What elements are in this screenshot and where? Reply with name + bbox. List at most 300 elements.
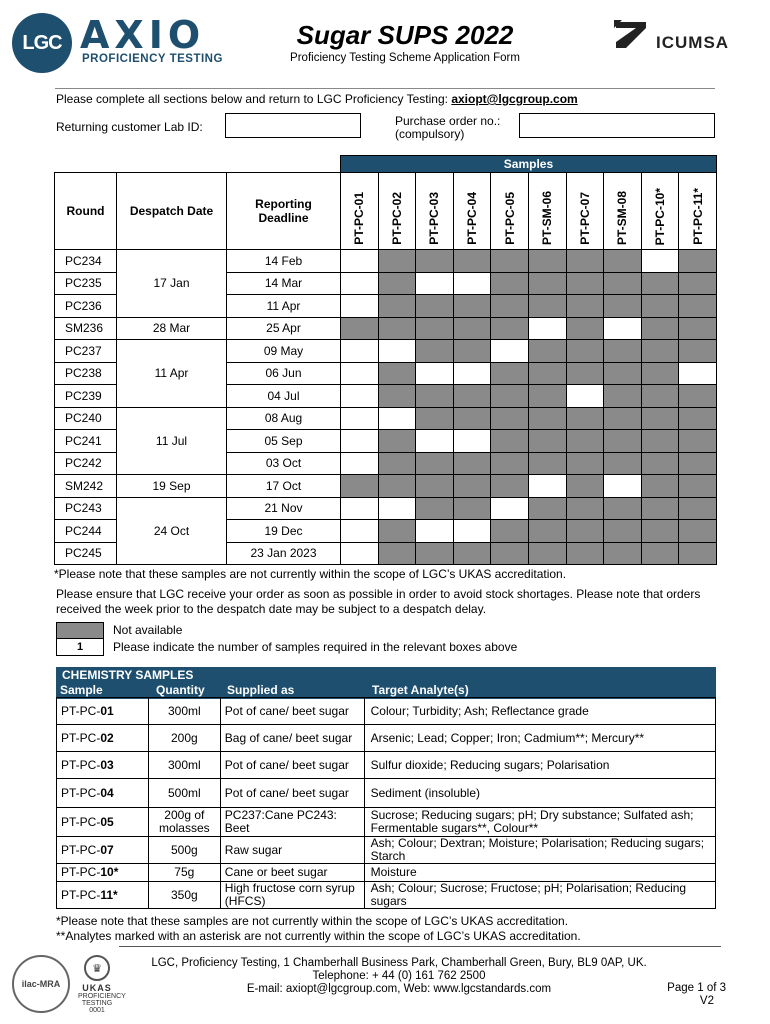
round-cell: PC244	[55, 520, 117, 543]
icumsa-logo-icon	[614, 20, 648, 50]
not-available-cell	[491, 430, 529, 453]
not-available-cell	[679, 542, 717, 565]
legend-indicate-label: Please indicate the number of samples required in the relevant boxes above	[113, 640, 518, 654]
sample-prefix: PT-PC-	[61, 730, 101, 745]
not-available-cell	[453, 250, 491, 273]
legend-not-available-swatch	[56, 622, 104, 639]
axio-logo: AXIO	[80, 13, 206, 57]
not-available-cell	[679, 430, 717, 453]
not-available-cell	[528, 542, 566, 565]
not-available-cell	[491, 520, 529, 543]
chemistry-table	[56, 697, 716, 909]
quantity-input-cell[interactable]	[341, 430, 379, 453]
footer-telephone: Telephone: + 44 (0) 161 762 2500	[312, 970, 486, 982]
chem-sample-cell	[57, 698, 149, 725]
chem-target-cell: Ash; Colour; Sucrose; Fructose; pH; Polarisation; Reducing sugars	[364, 882, 715, 909]
version-label: V2	[699, 995, 714, 1007]
chem-target-cell: Ash; Colour; Dextran; Moisture; Polarisation; Reducing sugars; Starch	[364, 837, 715, 864]
not-available-cell	[453, 317, 491, 340]
chem-target-cell: Moisture	[364, 864, 715, 882]
axio-tagline: PROFICIENCY TESTING	[82, 53, 223, 65]
chem-row	[57, 808, 716, 837]
not-available-cell	[416, 317, 454, 340]
col-sample-5	[528, 173, 566, 250]
chem-supplied-cell: High fructose corn syrup (HFCS)	[220, 882, 364, 909]
not-available-cell	[566, 272, 604, 295]
sample-prefix: PT-PC-	[61, 703, 101, 718]
quantity-input-cell[interactable]	[416, 430, 454, 453]
col-despatch-date: Despatch Date	[117, 173, 227, 250]
deadline-cell: 08 Aug	[227, 407, 341, 430]
not-available-cell	[604, 497, 642, 520]
chem-sample-cell	[57, 779, 149, 808]
not-available-cell	[416, 340, 454, 363]
not-available-cell	[566, 317, 604, 340]
chem-supplied-cell: Pot of cane/ beet sugar	[220, 698, 364, 725]
not-available-cell	[453, 340, 491, 363]
quantity-input-cell[interactable]	[416, 520, 454, 543]
sample-code-label: PT-SM-06	[540, 190, 555, 245]
not-available-cell	[528, 340, 566, 363]
chem-row	[57, 779, 716, 808]
deadline-cell: 05 Sep	[227, 430, 341, 453]
col-sample-8	[641, 173, 679, 250]
not-available-cell	[341, 475, 379, 498]
not-available-cell	[491, 362, 529, 385]
page-subtitle: Proficiency Testing Scheme Application Form	[290, 52, 520, 64]
deadline-cell: 23 Jan 2023	[227, 542, 341, 565]
not-available-cell	[641, 340, 679, 363]
not-available-cell	[528, 295, 566, 318]
not-available-cell	[491, 542, 529, 565]
not-available-cell	[416, 250, 454, 273]
chem-target-cell: Colour; Turbidity; Ash; Reflectance grade	[364, 698, 715, 725]
not-available-cell	[641, 475, 679, 498]
not-available-cell	[641, 407, 679, 430]
not-available-cell	[528, 362, 566, 385]
po-label-line1: Purchase order no.:	[395, 114, 501, 128]
deadline-cell: 09 May	[227, 340, 341, 363]
not-available-cell	[378, 362, 416, 385]
not-available-cell	[378, 272, 416, 295]
chem-col-quantity: Quantity	[156, 683, 205, 697]
not-available-cell	[679, 385, 717, 408]
quantity-input-cell[interactable]	[378, 497, 416, 520]
not-available-cell	[641, 520, 679, 543]
ukas-scope-note-2: *Please note that these samples are not currently within the scope of LGC’s UKAS accreditation.	[56, 914, 569, 928]
chem-quantity-cell: 500ml	[148, 779, 220, 808]
chem-row	[57, 725, 716, 752]
not-available-cell	[679, 317, 717, 340]
chem-quantity-cell: 300ml	[148, 698, 220, 725]
not-available-cell	[566, 407, 604, 430]
table-row	[55, 475, 717, 498]
chem-row	[57, 864, 716, 882]
quantity-input-cell[interactable]	[341, 272, 379, 295]
quantity-input-cell[interactable]	[491, 497, 529, 520]
quantity-input-cell[interactable]	[416, 272, 454, 295]
round-cell: PC234	[55, 250, 117, 273]
not-available-cell	[679, 407, 717, 430]
chem-quantity-cell: 300ml	[148, 752, 220, 779]
sample-code-label: PT-PC-11*	[690, 188, 705, 245]
not-available-cell	[453, 497, 491, 520]
ukas-sub: PROFICIENCY TESTING	[78, 993, 126, 1007]
crown-icon: ♛	[84, 955, 110, 981]
not-available-cell	[378, 542, 416, 565]
chem-target-cell: Arsenic; Lead; Copper; Iron; Cadmium**; Mercury**	[364, 725, 715, 752]
chem-row	[57, 882, 716, 909]
sample-number: 04	[100, 785, 114, 800]
round-cell: SM236	[55, 317, 117, 340]
chem-col-target: Target Analyte(s)	[372, 683, 469, 697]
table-row	[55, 497, 717, 520]
not-available-cell	[679, 497, 717, 520]
despatch-date-cell: 17 Jan	[117, 250, 227, 318]
not-available-cell	[528, 452, 566, 475]
not-available-cell	[604, 385, 642, 408]
quantity-input-cell[interactable]	[341, 250, 379, 273]
not-available-cell	[604, 407, 642, 430]
chem-col-supplied: Supplied as	[227, 683, 295, 697]
quantity-input-cell[interactable]	[341, 385, 379, 408]
col-round: Round	[55, 173, 117, 250]
quantity-input-cell[interactable]	[341, 407, 379, 430]
not-available-cell	[566, 430, 604, 453]
deadline-cell: 03 Oct	[227, 452, 341, 475]
footer-contact: E-mail: axiopt@lgcgroup.com, Web: www.lgcstandards.com	[246, 983, 552, 995]
not-available-cell	[604, 520, 642, 543]
not-available-cell	[679, 340, 717, 363]
chemistry-banner	[56, 667, 716, 699]
deadline-cell: 14 Feb	[227, 250, 341, 273]
samples-table	[54, 155, 717, 565]
round-cell: PC245	[55, 542, 117, 565]
not-available-cell	[453, 385, 491, 408]
chem-sample-cell	[57, 725, 149, 752]
chem-sample-cell	[57, 752, 149, 779]
sample-number: 03	[100, 757, 114, 772]
sample-code-label: PT-PC-07	[577, 192, 592, 245]
not-available-cell	[528, 250, 566, 273]
not-available-cell	[416, 385, 454, 408]
lab-id-field[interactable]	[225, 113, 361, 138]
col-sample-9	[679, 173, 717, 250]
not-available-cell	[679, 295, 717, 318]
footer-divider	[119, 946, 721, 947]
not-available-cell	[416, 407, 454, 430]
despatch-date-cell: 11 Apr	[117, 340, 227, 408]
sample-code-label: PT-PC-01	[352, 192, 367, 245]
not-available-cell	[679, 452, 717, 475]
table-row	[55, 340, 717, 363]
ukas-scope-note: *Please note that these samples are not currently within the scope of LGC’s UKAS accreditation.	[54, 567, 567, 581]
quantity-input-cell[interactable]	[604, 317, 642, 340]
not-available-cell	[491, 272, 529, 295]
chem-quantity-cell: 500g	[148, 837, 220, 864]
not-available-cell	[604, 295, 642, 318]
quantity-input-cell[interactable]	[453, 520, 491, 543]
chem-supplied-cell: Pot of cane/ beet sugar	[220, 752, 364, 779]
purchase-order-field[interactable]	[519, 113, 715, 138]
not-available-cell	[491, 295, 529, 318]
not-available-cell	[453, 295, 491, 318]
col-sample-7	[604, 173, 642, 250]
contact-email-link[interactable]: axiopt@lgcgroup.com	[451, 92, 578, 106]
sample-code-label: PT-SM-08	[615, 190, 630, 245]
chem-target-cell: Sulfur dioxide; Reducing sugars; Polarisation	[364, 752, 715, 779]
sample-prefix: PT-PC-	[61, 757, 101, 772]
legend-not-available-label: Not available	[113, 623, 183, 637]
table-row	[55, 407, 717, 430]
footer-address: LGC, Proficiency Testing, 1 Chamberhall Business Park, Chamberhall Green, Bury, BL9 0AP, UK.	[151, 957, 647, 969]
not-available-cell	[566, 497, 604, 520]
not-available-cell	[378, 250, 416, 273]
chem-target-cell: Sucrose; Reducing sugars; pH; Dry substance; Sulfated ash; Fermentable sugars**, Colour**	[364, 808, 715, 837]
not-available-cell	[679, 520, 717, 543]
not-available-cell	[453, 407, 491, 430]
deadline-cell: 25 Apr	[227, 317, 341, 340]
not-available-cell	[491, 317, 529, 340]
sample-code-label: PT-PC-03	[427, 192, 442, 245]
not-available-cell	[566, 340, 604, 363]
quantity-input-cell[interactable]	[341, 542, 379, 565]
sample-number: 10*	[100, 865, 119, 879]
not-available-cell	[491, 385, 529, 408]
not-available-cell	[604, 452, 642, 475]
ilac-mra-logo: ilac-MRA	[12, 955, 70, 1013]
deadline-cell: 04 Jul	[227, 385, 341, 408]
chem-row	[57, 837, 716, 864]
quantity-input-cell[interactable]	[341, 295, 379, 318]
not-available-cell	[566, 295, 604, 318]
chem-quantity-cell: 75g	[148, 864, 220, 882]
not-available-cell	[641, 452, 679, 475]
col-sample-6	[566, 173, 604, 250]
not-available-cell	[378, 452, 416, 475]
despatch-date-cell: 11 Jul	[117, 407, 227, 475]
sample-number: 01	[100, 703, 114, 718]
not-available-cell	[641, 295, 679, 318]
analyte-scope-note: **Analytes marked with an asterisk are not currently within the scope of LGC’s UKAS accreditation.	[56, 929, 581, 943]
not-available-cell	[528, 272, 566, 295]
icumsa-logo: ICUMSA	[656, 33, 730, 52]
not-available-cell	[528, 520, 566, 543]
sample-code-label: PT-PC-02	[389, 192, 404, 245]
round-cell: PC243	[55, 497, 117, 520]
round-cell: PC238	[55, 362, 117, 385]
chem-quantity-cell: 350g	[148, 882, 220, 909]
quantity-input-cell[interactable]	[341, 340, 379, 363]
quantity-input-cell[interactable]	[528, 317, 566, 340]
ukas-name: UKAS	[82, 983, 112, 993]
instruction-label: Please complete all sections below and return to LGC Proficiency Testing:	[56, 92, 452, 106]
chemistry-title: CHEMISTRY SAMPLES	[62, 668, 194, 682]
round-cell: PC236	[55, 295, 117, 318]
not-available-cell	[416, 295, 454, 318]
ukas-num: 0001	[89, 1007, 105, 1014]
not-available-cell	[566, 520, 604, 543]
samples-banner: Samples	[341, 156, 717, 173]
not-available-cell	[641, 430, 679, 453]
chem-sample-cell	[57, 882, 149, 909]
chem-supplied-cell: Pot of cane/ beet sugar	[220, 779, 364, 808]
table-spacer	[55, 156, 341, 173]
col-sample-1	[378, 173, 416, 250]
round-cell: PC242	[55, 452, 117, 475]
quantity-input-cell[interactable]	[453, 362, 491, 385]
sample-code-label: PT-PC-05	[502, 192, 517, 245]
quantity-input-cell[interactable]	[416, 362, 454, 385]
quantity-input-cell[interactable]	[341, 362, 379, 385]
deadline-cell: 06 Jun	[227, 362, 341, 385]
not-available-cell	[416, 452, 454, 475]
not-available-cell	[491, 407, 529, 430]
round-cell: SM242	[55, 475, 117, 498]
sample-code-label: PT-PC-04	[465, 192, 480, 245]
quantity-input-cell[interactable]	[341, 520, 379, 543]
not-available-cell	[491, 250, 529, 273]
not-available-cell	[641, 497, 679, 520]
not-available-cell	[604, 542, 642, 565]
chem-sample-cell	[57, 837, 149, 864]
chem-supplied-cell: Raw sugar	[220, 837, 364, 864]
not-available-cell	[566, 542, 604, 565]
not-available-cell	[679, 250, 717, 273]
col-sample-2	[416, 173, 454, 250]
header-divider	[55, 88, 715, 89]
not-available-cell	[378, 475, 416, 498]
not-available-cell	[378, 385, 416, 408]
not-available-cell	[641, 272, 679, 295]
not-available-cell	[566, 362, 604, 385]
not-available-cell	[528, 407, 566, 430]
not-available-cell	[341, 317, 379, 340]
chem-row	[57, 752, 716, 779]
round-cell: PC239	[55, 385, 117, 408]
not-available-cell	[416, 542, 454, 565]
deadline-cell: 19 Dec	[227, 520, 341, 543]
quantity-input-cell[interactable]	[341, 452, 379, 475]
chem-supplied-cell: Cane or beet sugar	[220, 864, 364, 882]
deadline-cell: 11 Apr	[227, 295, 341, 318]
chem-supplied-cell: Bag of cane/ beet sugar	[220, 725, 364, 752]
round-cell: PC240	[55, 407, 117, 430]
not-available-cell	[491, 475, 529, 498]
not-available-cell	[641, 317, 679, 340]
sample-number: 07	[100, 842, 114, 857]
po-label-line2: (compulsory)	[395, 127, 465, 141]
chem-quantity-cell: 200g of molasses	[148, 808, 220, 837]
chem-supplied-cell: PC237:Cane PC243: Beet	[220, 808, 364, 837]
not-available-cell	[416, 497, 454, 520]
not-available-cell	[679, 272, 717, 295]
sample-code-label: PT-PC-10*	[653, 187, 668, 245]
order-timing-note: Please ensure that LGC receive your order as soon as possible in order to avoid stock shortages. Please note that orders received the week prior to the despatch date may be subject to a despatch delay.	[56, 587, 701, 616]
not-available-cell	[604, 340, 642, 363]
quantity-input-cell[interactable]	[528, 475, 566, 498]
quantity-input-cell[interactable]	[378, 407, 416, 430]
not-available-cell	[604, 362, 642, 385]
quantity-input-cell[interactable]	[453, 430, 491, 453]
not-available-cell	[378, 295, 416, 318]
not-available-cell	[378, 430, 416, 453]
not-available-cell	[566, 475, 604, 498]
not-available-cell	[453, 542, 491, 565]
chem-row	[57, 698, 716, 725]
chem-target-cell: Sediment (insoluble)	[364, 779, 715, 808]
not-available-cell	[566, 250, 604, 273]
sample-number: 02	[100, 730, 114, 745]
not-available-cell	[416, 475, 454, 498]
not-available-cell	[641, 362, 679, 385]
sample-number: 11*	[100, 887, 118, 902]
despatch-date-cell: 28 Mar	[117, 317, 227, 340]
not-available-cell	[453, 475, 491, 498]
not-available-cell	[566, 452, 604, 475]
sample-number: 05	[100, 814, 114, 829]
quantity-input-cell[interactable]	[566, 385, 604, 408]
instruction-text	[56, 92, 578, 106]
quantity-input-cell[interactable]	[679, 362, 717, 385]
col-reporting-deadline: Reporting Deadline	[227, 173, 341, 250]
col-sample-0	[341, 173, 379, 250]
chem-sample-cell	[57, 808, 149, 837]
sample-prefix: PT-PC-	[61, 785, 101, 800]
deadline-cell: 14 Mar	[227, 272, 341, 295]
legend-quantity-example: 1	[56, 638, 104, 656]
col-sample-4	[491, 173, 529, 250]
not-available-cell	[528, 497, 566, 520]
sample-prefix: PT-PC-	[61, 887, 101, 902]
sample-prefix: PT-PC-	[61, 814, 101, 829]
round-cell: PC241	[55, 430, 117, 453]
col-sample-3	[453, 173, 491, 250]
quantity-input-cell[interactable]	[604, 475, 642, 498]
sample-prefix: PT-PC-	[61, 865, 101, 879]
deadline-cell: 21 Nov	[227, 497, 341, 520]
despatch-date-cell: 24 Oct	[117, 497, 227, 565]
not-available-cell	[679, 475, 717, 498]
table-row	[55, 317, 717, 340]
deadline-cell: 17 Oct	[227, 475, 341, 498]
purchase-order-label	[395, 115, 500, 141]
not-available-cell	[491, 452, 529, 475]
page-title: Sugar SUPS 2022	[296, 20, 514, 50]
quantity-input-cell[interactable]	[453, 272, 491, 295]
page-number: Page 1 of 3	[667, 982, 726, 994]
quantity-input-cell[interactable]	[341, 497, 379, 520]
not-available-cell	[528, 430, 566, 453]
quantity-input-cell[interactable]	[378, 340, 416, 363]
chem-sample-cell	[57, 864, 149, 882]
not-available-cell	[378, 317, 416, 340]
not-available-cell	[641, 542, 679, 565]
quantity-input-cell[interactable]	[641, 250, 679, 273]
not-available-cell	[641, 385, 679, 408]
lgc-logo: LGC	[12, 13, 72, 73]
table-row	[55, 250, 717, 273]
round-cell: PC237	[55, 340, 117, 363]
chem-quantity-cell: 200g	[148, 725, 220, 752]
not-available-cell	[604, 250, 642, 273]
ukas-logo	[78, 955, 126, 1014]
quantity-input-cell[interactable]	[491, 340, 529, 363]
not-available-cell	[604, 272, 642, 295]
not-available-cell	[378, 520, 416, 543]
sample-prefix: PT-PC-	[61, 842, 101, 857]
round-cell: PC235	[55, 272, 117, 295]
